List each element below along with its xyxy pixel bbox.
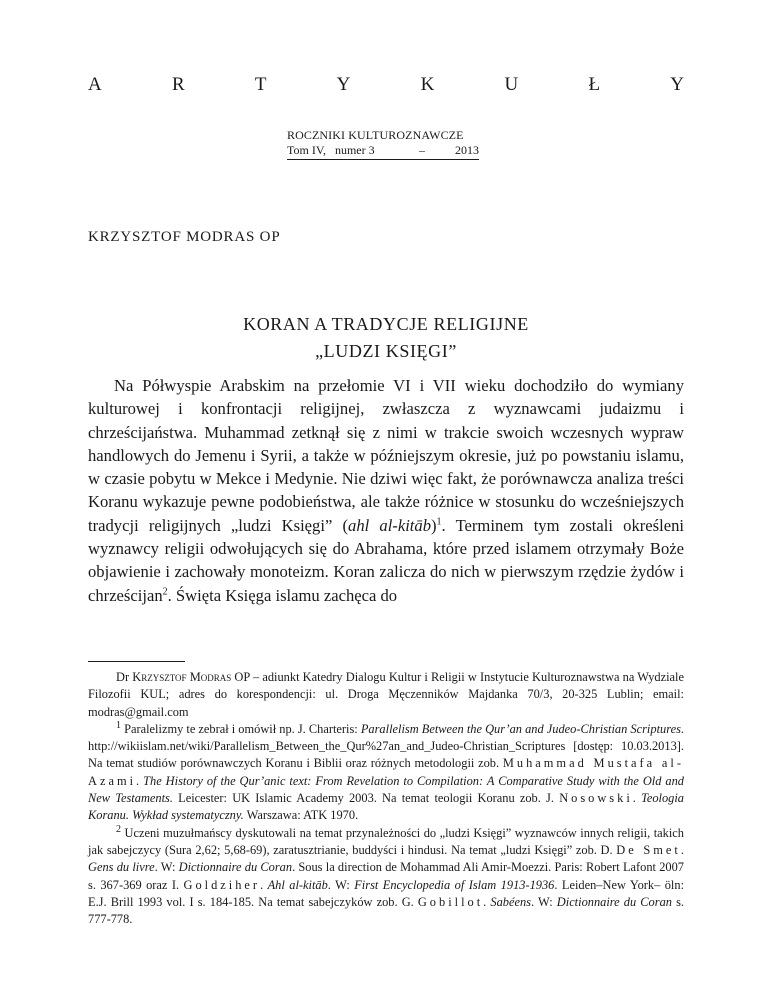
section-letter: R [171,74,185,95]
footnote-text: . [483,894,491,909]
body-text: ) [431,515,437,535]
footnote-italic: Gens du livre [88,860,155,875]
article-title-line2: „LUDZI KSIĘGI” [315,341,457,361]
footnote-text: s. 777-778. [88,894,685,927]
footnote-ref-1[interactable]: 1 [436,516,442,528]
footnote-text: . [260,877,268,892]
footnotes [88,669,684,928]
section-letter: Y [670,74,684,95]
footnote-2 [88,825,684,929]
footnote-spaced-author: De Smet [616,842,681,857]
section-letter: Y [336,74,351,95]
article-body [88,374,684,607]
footnote-italic: Parallelism Between the Qur’an and Judeo-Christian Scriptures [360,721,681,736]
section-letter: U [504,74,519,95]
body-text: Na Półwyspie Arabskim na przełomie VI i VII wieku dochodziło do wymiany kulturowej i konfrontacji religijnej, zwłaszcza z wyznawcami judaizmu i chrześcijaństwa. Muhammad zetknął się z nimi w trakcie swoich wczesnych wypraw handlowych do Jemenu i Syrii, a także w późniejszym okresie, już po powstaniu islamu, w czasie pobytu w Mekce i Medynie. Nie dziwi więc fakt, że porównawcza analiza treści Koranu wykazuje pewne podobieństwa, ale także różnice w stosunku do wcześniejszych tradycji religijnych „ludzi Księgi” ( [88,376,684,535]
journal-volume: Tom IV, numer 3 [287,143,375,157]
section-letter: K [420,74,435,95]
journal-dash: – [419,143,425,157]
footnote-number: 1 [116,719,121,731]
body-paragraph [88,374,684,607]
author-note [88,669,684,721]
journal-header [287,128,479,160]
footnote-text: . W: [531,894,557,909]
body-italic-term: ahl al-kitāb [348,515,432,535]
footnote-1 [88,721,684,825]
journal-year: 2013 [455,143,479,157]
footnote-italic: Ahl al-kitāb [267,877,328,892]
footnote-italic: Teologia Koranu. Wykład systematyczny. [88,791,684,823]
footnote-italic: First Encyclopedia of Islam 1913-1936 [354,877,555,892]
footnote-text: . Sous la direction de Mohammad Ali Amir-Moezzi. Paris: Robert Lafont 2007 s. 367-369 oraz I. [88,860,685,892]
section-letter: T [254,74,267,95]
footnote-spaced-author: Gobillot [417,894,484,909]
section-letter: Ł [588,74,601,95]
journal-name: ROCZNIKI KULTUROZNAWCZE [287,128,464,142]
journal-issue-line [287,143,479,160]
footnote-spaced-author: Goldziher [183,877,261,892]
body-text: . Terminem tym zostali określeni wyznawcy religii odwołujących się do Abrahama, które przed islamem otrzymały Boże objawienie i zachowały monoteizm. Koran zalicza do nich w pierwszym rzędzie żydów i chrześcijan [88,515,684,605]
article-title-line1: KORAN A TRADYCJE RELIGIJNE [243,314,529,334]
author-note-prefix: Dr [116,670,133,684]
article-title [88,311,684,365]
footnote-text: . W: [327,877,355,892]
footnote-text: . Leiden–New York– öln: E.J. Brill 1993 vol. I s. 184-185. Na temat sabejczyków zob. G. [88,877,685,909]
footnote-italic: The History of the Qur’anic text: From Revelation to Compilation: A Comparative Study with the Old and New Testaments. [88,773,684,806]
footnote-text: . [632,791,642,806]
section-letter: A [88,74,102,95]
footnote-number: 2 [116,823,121,835]
footnote-text: Leicester: UK Islamic Academy 2003. Na temat teologii Koranu zob. J. [172,791,560,806]
footnote-separator [88,661,185,662]
footnote-spaced-author: Nosowski [559,791,633,806]
footnote-text: . http://wikiislam.net/wiki/Parallelism_Between_the_Qur%27an_and_Judeo-Christian_Scriptures [dostęp: 10.03.2013]. Na temat studiów porównawczych Koranu i Biblii oraz różnych metodologii zob. [88,721,685,771]
footnote-ref-2[interactable]: 2 [162,586,168,598]
footnote-text: Paralelizmy te zebrał i omówił np. J. Charteris: [121,721,361,736]
footnote-text: . W: [154,860,179,875]
author-note-name: Krzysztof Modras [132,670,232,684]
article-author: KRZYSZTOF MODRAS OP [88,229,281,245]
footnote-italic: Dictionnaire du Coran [556,894,672,909]
footnote-spaced-author: Muhammad Mustafa al-Azami [88,756,684,788]
footnote-italic: Dictionnaire du Coran [178,860,293,875]
footnote-text: . [680,842,684,857]
author-note-text: OP – adiunkt Katedry Dialogu Kultur i Religii w Instytucie Kulturoznawstwa na Wydziale Filozofii KUL; adres do korespondencji: ul. Droga Męczenników Majdanka 70/3, 20-325 Lublin; email: modras@gmail.com [88,670,684,719]
footnote-text: . [136,773,144,788]
body-text: . Święta Księga islamu zachęca do [167,585,398,605]
section-heading-artykuly [88,74,684,98]
footnote-italic: Sabéens [490,894,531,909]
footnote-text: Warszawa: ATK 1970. [243,808,359,823]
footnote-text: Uczeni muzułmańscy dyskutowali na temat przynależności do „ludzi Księgi” wyznawców innych religii, takich jak sabejczycy (Sura 2,62; 5,68-69), zaratusztrianie, buddyści i hindusi. Na temat „ludzi Księgi” zob. D. [88,825,684,857]
